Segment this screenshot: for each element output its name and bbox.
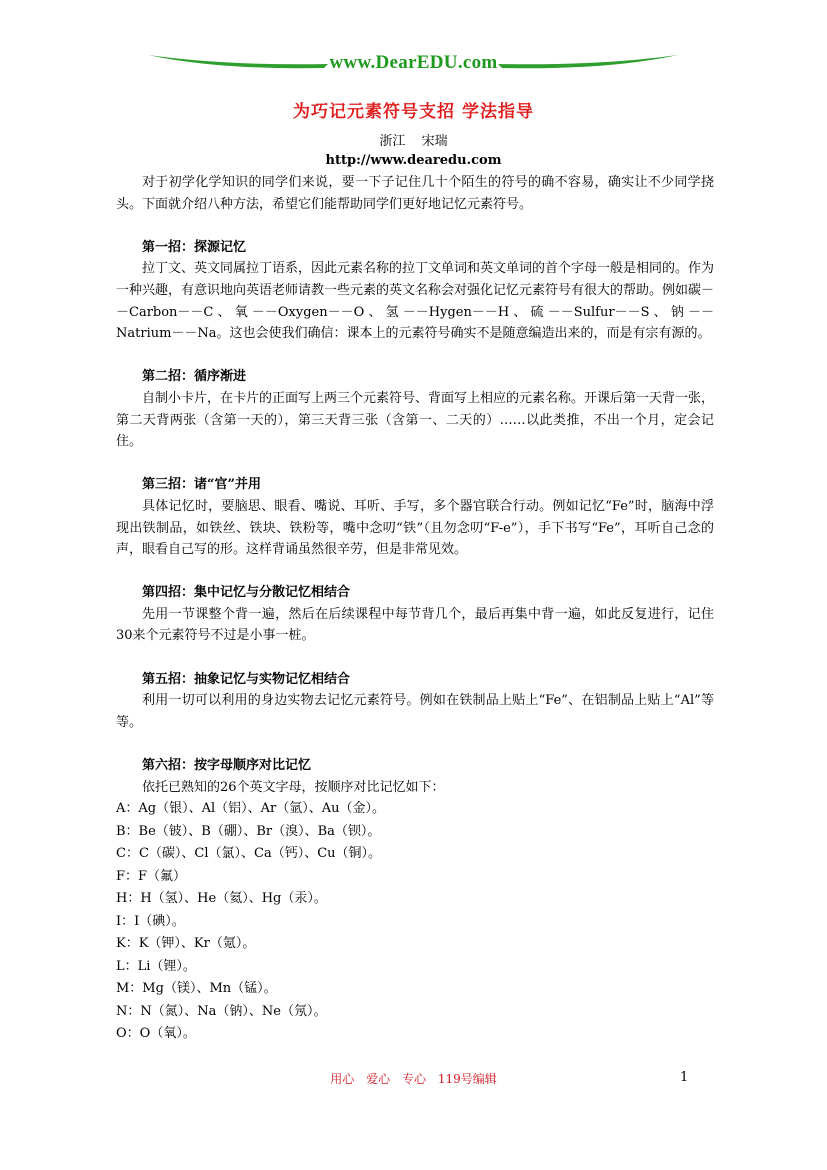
section-body: 拉丁文、英文同属拉丁语系，因此元素名称的拉丁文单词和英文单词的首个字母一般是相同的。作为一种兴趣，有意识地向英语老师请教一些元素的英文名称会对强化记忆元素符号有很大的帮助。例如碳－－Carbon－－C、氧－－Oxygen－－O、氢－－Hygen－－H、硫－－Sulfur－－S、钠－－Natrium－－Na。这也会使我们确信：课本上的元素符号确实不是随意编造出来的，而是有宗有源的。 bbox=[116, 261, 715, 342]
footer-slogan bbox=[0, 1070, 827, 1087]
section-heading: 第五招：抽象记忆与实物记忆相结合 bbox=[142, 671, 351, 687]
footer-text-4: 119号编辑 bbox=[437, 1072, 497, 1086]
section-heading: 第六招：按字母顺序对比记忆 bbox=[142, 758, 312, 774]
list-item: F：F（氟） bbox=[116, 868, 187, 884]
list-item: H：H（氢）、He（氦）、Hg（汞）。 bbox=[116, 891, 327, 907]
section-heading: 第二招：循序渐进 bbox=[142, 369, 247, 385]
page-number: 1 bbox=[680, 1070, 689, 1085]
section-body: 具体记忆时，要脑思、眼看、嘴说、耳听、手写，多个器官联合行动。例如记忆“Fe”时，脑海中浮现出铁制品，如铁丝、铁块、铁粉等，嘴中念叨“铁”（且勿念叨“F-e”），手下书写“Fe”，耳听自己念的声，眼看自己写的形。这样背诵虽然很辛劳，但是非常见效。 bbox=[116, 498, 714, 558]
author-name: 宋瑞 bbox=[421, 134, 448, 149]
section-heading: 第一招：探源记忆 bbox=[142, 239, 247, 255]
letter-list bbox=[116, 798, 714, 1046]
footer-text-1: 用心 bbox=[330, 1072, 355, 1086]
list-item: A：Ag（银）、Al（铝）、Ar（氩）、Au（金）。 bbox=[116, 801, 386, 817]
source-url-link[interactable]: http://www.dearedu.com bbox=[325, 153, 502, 168]
list-item: B：Be（铍）、B（硼）、Br（溴）、Ba（钡）。 bbox=[116, 823, 381, 839]
author-province: 浙江 bbox=[379, 134, 406, 149]
list-item: O：O（氧）。 bbox=[116, 1026, 196, 1042]
site-url-logo[interactable]: www.DearEDU.com bbox=[329, 52, 498, 73]
section-heading: 第三招：诸“官”并用 bbox=[142, 477, 261, 493]
list-item: L：Li（锂）。 bbox=[116, 958, 196, 974]
footer-text-3: 专心 bbox=[401, 1072, 426, 1086]
list-item: K：K（钾）、Kr（氪）。 bbox=[116, 936, 256, 952]
footer-text-2: 爱心 bbox=[366, 1072, 391, 1086]
section-heading: 第四招：集中记忆与分散记忆相结合 bbox=[142, 585, 351, 601]
intro-paragraph: 对于初学化学知识的同学们来说，要一下子记住几十个陌生的符号的确不容易，确实让不少同学挠头。下面就介绍八种方法，希望它们能帮助同学们更好地记忆元素符号。 bbox=[116, 175, 714, 212]
section-body: 利用一切可以利用的身边实物去记忆元素符号。例如在铁制品上贴上“Fe”、在铝制品上贴上“Al”等等。 bbox=[116, 693, 714, 730]
list-item: C：C（碳）、Cl（氯）、Ca（钙）、Cu（铜）。 bbox=[116, 846, 382, 862]
list-item: M：Mg（镁）、Mn（锰）。 bbox=[116, 981, 277, 997]
section-body: 依托已熟知的26个英文字母，按顺序对比记忆如下： bbox=[142, 779, 445, 795]
article-body bbox=[116, 172, 714, 1046]
section-body: 自制小卡片，在卡片的正面写上两三个元素符号、背面写上相应的元素名称。开课后第一天背一张，第二天背两张（含第一天的），第三天背三张（含第一、二天的）……以此类推，不出一个月，定会记住。 bbox=[116, 390, 715, 450]
author-line bbox=[0, 130, 827, 149]
section-body: 先用一节课整个背一遍，然后在后续课程中每节背几个，最后再集中背一遍，如此反复进行，记住30来个元素符号不过是小事一桩。 bbox=[116, 606, 714, 644]
list-item: N：N（氮）、Na（钠）、Ne（氖）。 bbox=[116, 1003, 327, 1019]
page-title: 为巧记元素符号支招 学法指导 bbox=[293, 102, 534, 122]
list-item: I：I（碘）。 bbox=[116, 913, 185, 929]
